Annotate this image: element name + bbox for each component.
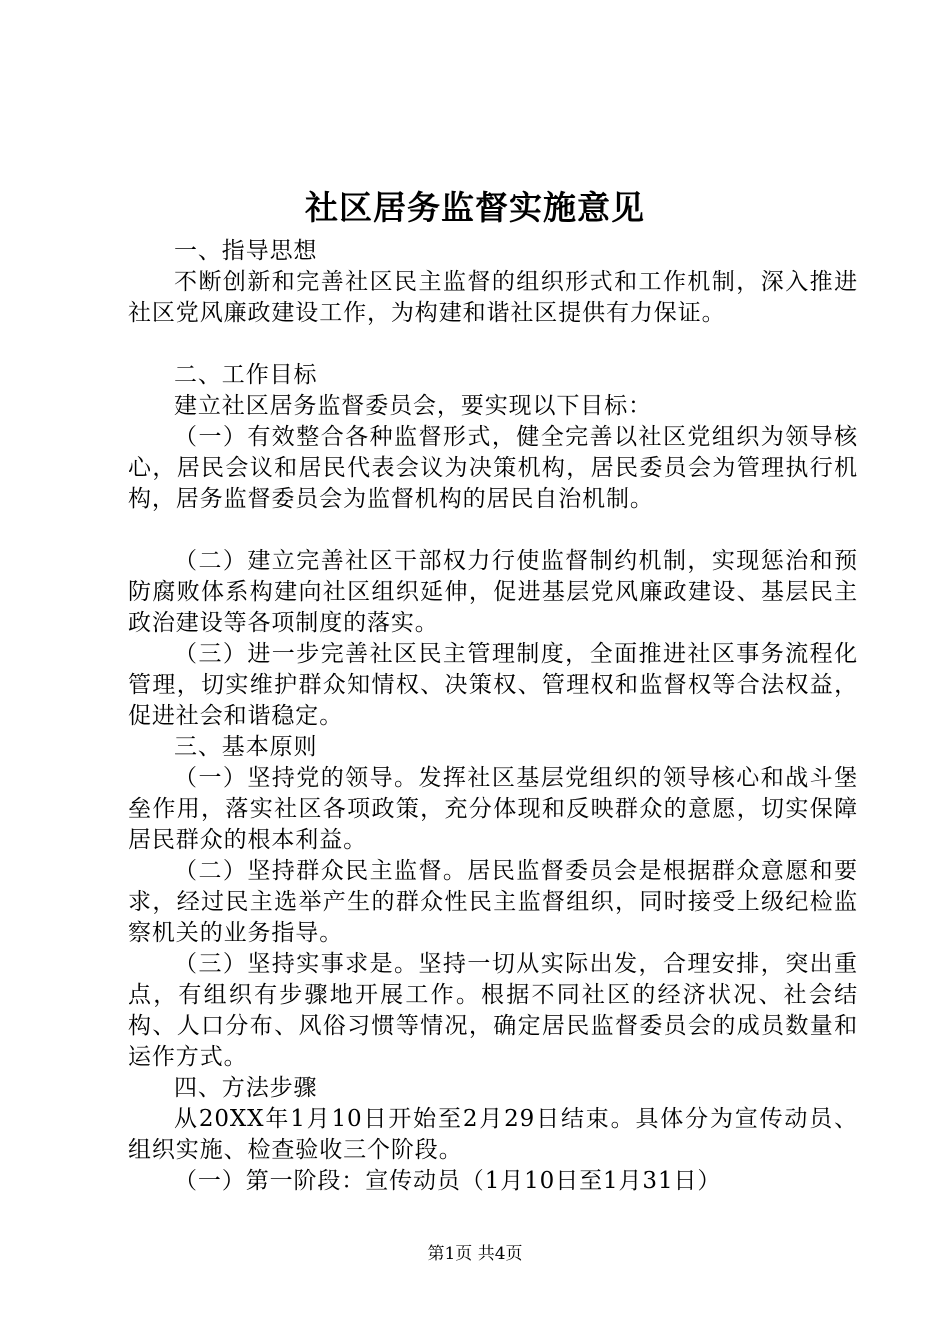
page-number-footer: 第1页 共4页 [427, 1244, 523, 1264]
document-body [128, 236, 858, 1197]
section-heading-work-goals: 二、工作目标 [174, 362, 318, 388]
section-heading-guiding-ideology: 一、指导思想 [174, 238, 318, 264]
section-heading-methods-steps: 四、方法步骤 [174, 1075, 318, 1101]
paragraph: （二）坚持群众民主监督。居民监督委员会是根据群众意愿和要求，经过民主选举产生的群众性民主监督组织，同时接受上级纪检监察机关的业务指导。 [128, 858, 858, 946]
paragraph: （二）建立完善社区干部权力行使监督制约机制，实现惩治和预防腐败体系构建向社区组织延伸，促进基层党风廉政建设、基层民主政治建设等各项制度的落实。 [128, 548, 858, 636]
document-title: 社区居务监督实施意见 [305, 188, 645, 227]
paragraph: 不断创新和完善社区民主监督的组织形式和工作机制，深入推进社区党风廉政建设工作，为构建和谐社区提供有力保证。 [128, 269, 858, 326]
paragraph: 从20XX年1月10日开始至2月29日结束。具体分为宣传动员、组织实施、检查验收三个阶段。 [128, 1106, 858, 1163]
section-heading-basic-principles: 三、基本原则 [174, 734, 318, 760]
paragraph: 建立社区居务监督委员会，要实现以下目标： [174, 393, 652, 419]
paragraph: （三）坚持实事求是。坚持一切从实际出发，合理安排，突出重点，有组织有步骤地开展工作。根据不同社区的经济状况、社会结构、人口分布、风俗习惯等情况，确定居民监督委员会的成员数量和运作方式。 [128, 951, 858, 1070]
paragraph: （一）坚持党的领导。发挥社区基层党组织的领导核心和战斗堡垒作用，落实社区各项政策，充分体现和反映群众的意愿，切实保障居民群众的根本利益。 [128, 765, 858, 853]
paragraph: （一）有效整合各种监督形式，健全完善以社区党组织为领导核心，居民会议和居民代表会议为决策机构，居民委员会为管理执行机构，居务监督委员会为监督机构的居民自治机制。 [128, 424, 858, 512]
paragraph: （一）第一阶段：宣传动员（1月10日至1月31日） [174, 1168, 722, 1194]
paragraph: （三）进一步完善社区民主管理制度，全面推进社区事务流程化管理，切实维护群众知情权、决策权、管理权和监督权等合法权益，促进社会和谐稳定。 [128, 641, 858, 729]
